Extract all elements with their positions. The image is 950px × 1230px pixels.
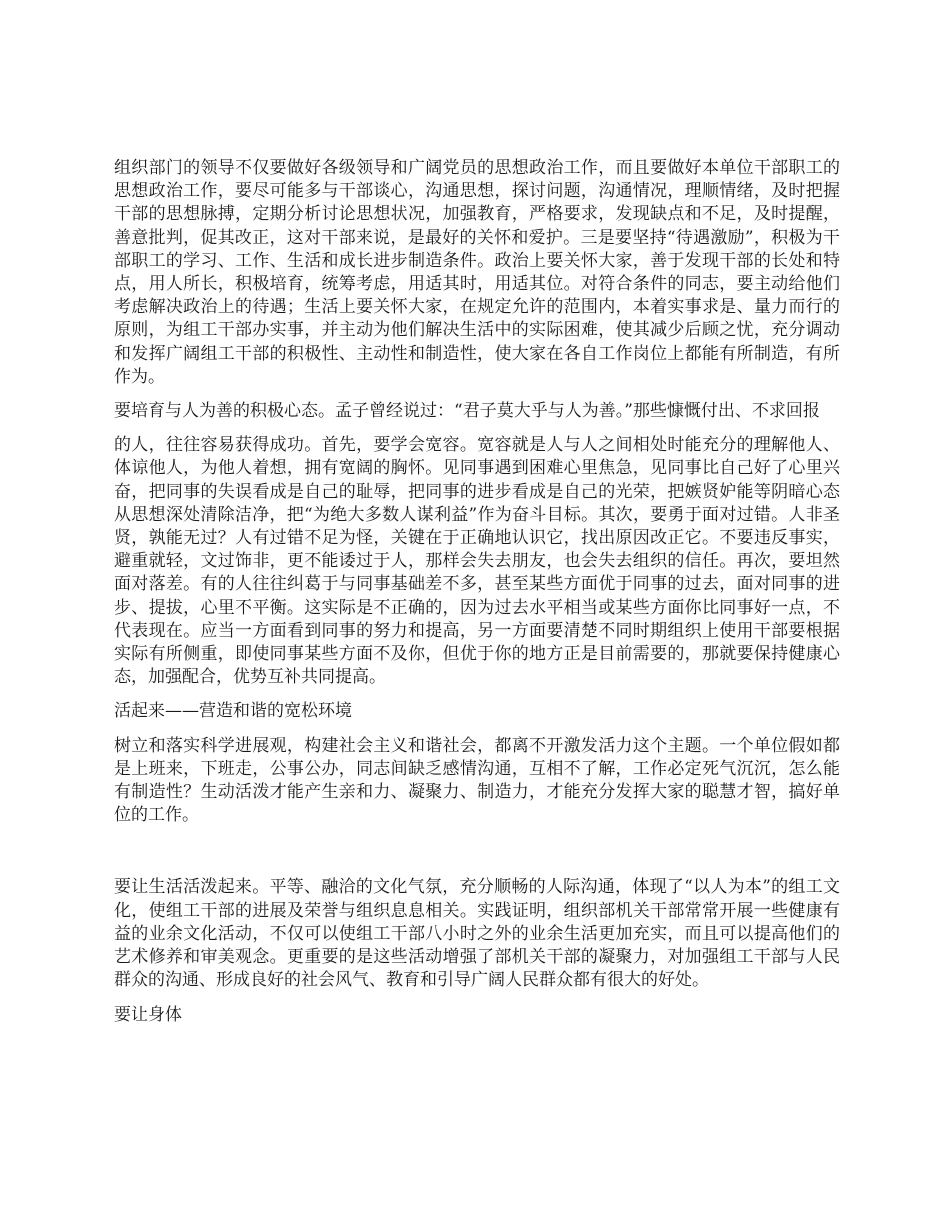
paragraph-body-fragment: 要让身体 [114,1004,182,1025]
paragraph-lively-life: 要让生活活泼起来。平等、融洽的文化气氛，充分顺畅的人际沟通，体现了“以人为本”的组工文化，使组工干部的进展及荣誉与组织息息相关。实践证明，组织部机关干部常常开展一些健康有益的业余文化活动，不仅可以使组工干部八小时之外的业余生活更加充实，而且可以提高他们的艺术修养和审美观念。更重要的是这些活动增强了部机关干部的凝聚力，对加强组工干部与人民群众的沟通、形成良好的社会风气、教育和引导广阔人民群众都有很大的好处。 [114,877,840,991]
paragraph-positive-mindset: 要培育与人为善的积极心态。孟子曾经说过：“君子莫大乎与人为善。”那些慷慨付出、不求回报 [114,401,820,422]
paragraph-tolerance: 的人，往往容易获得成功。首先，要学会宽容。宽容就是人与人之间相处时能充分的理解他人、体谅他人，为他人着想，拥有宽阔的胸怀。见同事遇到困难心里焦急，见同事比自己好了心里兴奋，把同事的失误看成是自己的耻辱，把同事的进步看成是自己的光荣，把嫉贤妒能等阴暗心态从思想深处清除洁净，把“为绝大多数人谋利益”作为奋斗目标。其次，要勇于面对过错。人非圣贤，孰能无过？人有过错不足为怪，关键在于正确地认识它，找出原因改正它。不要违反事实，避重就轻，文过饰非，更不能诿过于人，那样会失去朋友，也会失去组织的信任。再次，要坦然面对落差。有的人往往纠葛于与同事基础差不多，甚至某些方面优于同事的过去，面对同事的进步、提拔，心里不平衡。这实际是不正确的，因为过去水平相当或某些方面你比同事好一点，不代表现在。应当一方面看到同事的努力和提高，另一方面要清楚不同时期组织上使用干部要根据实际有所侧重，即使同事某些方面不及你，但优于你的地方正是目前需要的，那就要保持健康心态，加强配合，优势互补共同提高。 [114,435,840,688]
section-heading: 活起来——营造和谐的宽松环境 [114,701,352,722]
document-body [114,157,840,1038]
paragraph-political-work: 组织部门的领导不仅要做好各级领导和广阔党员的思想政治工作，而且要做好本单位干部职工的思想政治工作，要尽可能多与干部谈心，沟通思想，探讨问题，沟通情况，理顺情绪，及时把握干部的思想脉搏，定期分析讨论思想状况，加强教育，严格要求，发现缺点和不足，及时提醒，善意批判，促其改正，这对干部来说，是最好的关怀和爱护。三是要坚持“待遇激励”，积极为干部职工的学习、工作、生活和成长进步制造条件。政治上要关怀大家，善于发现干部的长处和特点，用人所长，积极培育，统筹考虑，用适其时，用适其位。对符合条件的同志，要主动给他们考虑解决政治上的待遇；生活上要关怀大家，在规定允许的范围内，本着实事求是、量力而行的原则，为组工干部办实事，并主动为他们解决生活中的实际困难，使其减少后顾之忧，充分调动和发挥广阔组工干部的积极性、主动性和制造性，使大家在各自工作岗位上都能有所制造，有所作为。 [114,158,840,387]
paragraph-vitality: 树立和落实科学进展观，构建社会主义和谐社会，都离不开激发活力这个主题。一个单位假如都是上班来，下班走，公事公办，同志间缺乏感情沟通，互相不了解，工作必定死气沉沉，怎么能有制造性？生动活泼才能产生亲和力、凝聚力、制造力，才能充分发挥大家的聪慧才智，搞好单位的工作。 [114,735,840,826]
blank-space [114,838,840,876]
